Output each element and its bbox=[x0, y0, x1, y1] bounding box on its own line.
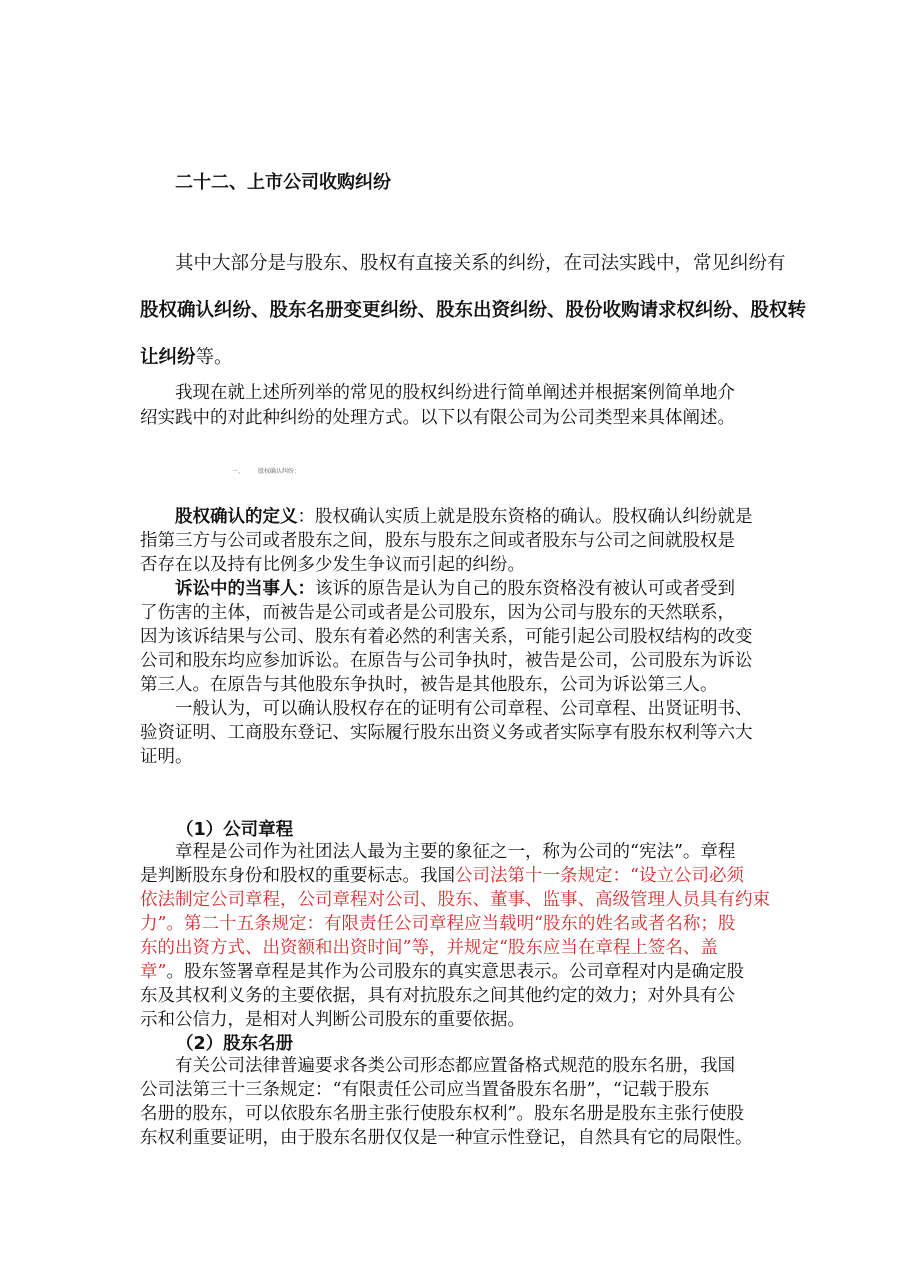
section-heading: 二十二、上市公司收购纠纷 bbox=[175, 172, 391, 193]
definition-line-2: 指第三方与公司或者股东之间，股东与股东之间或者股东与公司之间就股权是 bbox=[140, 531, 735, 551]
intro-line-3-rest: 等。 bbox=[195, 347, 233, 368]
evidence-line-1: 一般认为，可以确认股权存在的证明有公司章程、公司章程、出贤证明书、 bbox=[175, 699, 753, 719]
parties-line-2: 了伤害的主体，而被告是公司或者是公司股东，因为公司与股东的天然联系， bbox=[140, 603, 735, 623]
section1-line-2 bbox=[140, 864, 780, 888]
definition-line-3: 否存在以及持有比例多少发生争议而引起的纠纷。 bbox=[140, 555, 525, 575]
intro-line-3-bold: 让纠纷 bbox=[140, 347, 196, 368]
section1-title: （1）公司章程 bbox=[176, 820, 294, 840]
definition-line-1 bbox=[175, 505, 780, 529]
section2-line-4: 东权利重要证明，由于股东名册仅仅是一种宣示性登记，自然具有它的局限性。 bbox=[140, 1128, 753, 1148]
section1-line-2b: 公司法第十一条规定：“设立公司必须 bbox=[455, 866, 744, 886]
section2-title: （2）股东名册 bbox=[176, 1034, 294, 1054]
section1-line-5: 东的出资方式、出资额和出资时间”等，并规定“股东应当在章程上签名、盖 bbox=[140, 938, 718, 958]
section2-line-3: 名册的股东，可以依股东名册主张行使股东权利”。股东名册是股东主张行使股 bbox=[140, 1104, 744, 1124]
section1-line-4: 力”。第二十五条规定：有限责任公司章程应当载明“股东的姓名或者名称；股 bbox=[140, 914, 736, 934]
parties-label: 诉讼中的当事人： bbox=[175, 579, 315, 599]
section1-line-1: 章程是公司作为社团法人最为主要的象征之一，称为公司的“宪法”。章程 bbox=[175, 842, 736, 862]
parties-text-1: 该诉的原告是认为自己的股东资格没有被认可或者受到 bbox=[315, 579, 735, 599]
parties-line-1 bbox=[175, 577, 780, 601]
para2-line-2: 绍实践中的对此种纠纷的处理方式。以下以有限公司为公司类型来具体阐述。 bbox=[140, 408, 735, 428]
parties-line-3: 因为该诉结果与公司、股东有着必然的利害关系，可能引起公司股权结构的改变 bbox=[140, 627, 753, 647]
intro-line-1: 其中大部分是与股东、股权有直接关系的纠纷，在司法实践中，常见纠纷有 bbox=[175, 253, 786, 274]
parties-line-4: 公司和股东均应参加诉讼。在原告与公司争执时，被告是公司，公司股东为诉讼 bbox=[140, 651, 753, 671]
section1-line-7: 东及其权利义务的主要依据，具有对抗股东之间其他约定的效力；对外具有公 bbox=[140, 986, 735, 1006]
para2-line-1: 我现在就上述所列举的常见的股权纠纷进行简单阐述并根据案例简单地介 bbox=[175, 383, 735, 403]
parties-line-5: 第三人。在原告与其他股东争执时，被告是其他股东，公司为诉讼第三人。 bbox=[140, 675, 718, 695]
section1-line-8: 示和公信力，是相对人判断公司股东的重要依据。 bbox=[140, 1010, 525, 1030]
section1-line-6b: 。股东签署章程是其作为公司股东的真实意思表示。公司章程对内是确定股 bbox=[166, 962, 744, 982]
tiny-mark-2: 股权确认纠纷： bbox=[258, 468, 301, 475]
definition-text-1: ：股权确认实质上就是股东资格的确认。股权确认纠纷就是 bbox=[297, 507, 753, 527]
intro-line-2: 股权确认纠纷、股东名册变更纠纷、股东出资纠纷、股份收购请求权纠纷、股权转 bbox=[140, 300, 807, 321]
section2-line-2: 公司法第三十三条规定：“有限责任公司应当置备股东名册”，“记载于股东 bbox=[140, 1080, 710, 1100]
tiny-mark-1: 一、 bbox=[232, 468, 245, 475]
section1-line-2a: 是判断股东身份和股权的重要标志。我国 bbox=[140, 866, 455, 886]
section1-line-3: 依法制定公司章程，公司章程对公司、股东、董事、监事、高级管理人员具有约束 bbox=[140, 890, 770, 910]
section1-line-6a: 章” bbox=[140, 962, 167, 982]
section2-line-1: 有关公司法律普遍要求各类公司形态都应置备格式规范的股东名册，我国 bbox=[175, 1056, 735, 1076]
definition-label: 股权确认的定义 bbox=[175, 507, 298, 527]
section1-line-6 bbox=[140, 960, 780, 984]
evidence-line-3: 证明。 bbox=[140, 747, 193, 767]
intro-line-3 bbox=[140, 346, 780, 370]
evidence-line-2: 验资证明、工商股东登记、实际履行股东出资义务或者实际享有股东权利等六大 bbox=[140, 723, 753, 743]
